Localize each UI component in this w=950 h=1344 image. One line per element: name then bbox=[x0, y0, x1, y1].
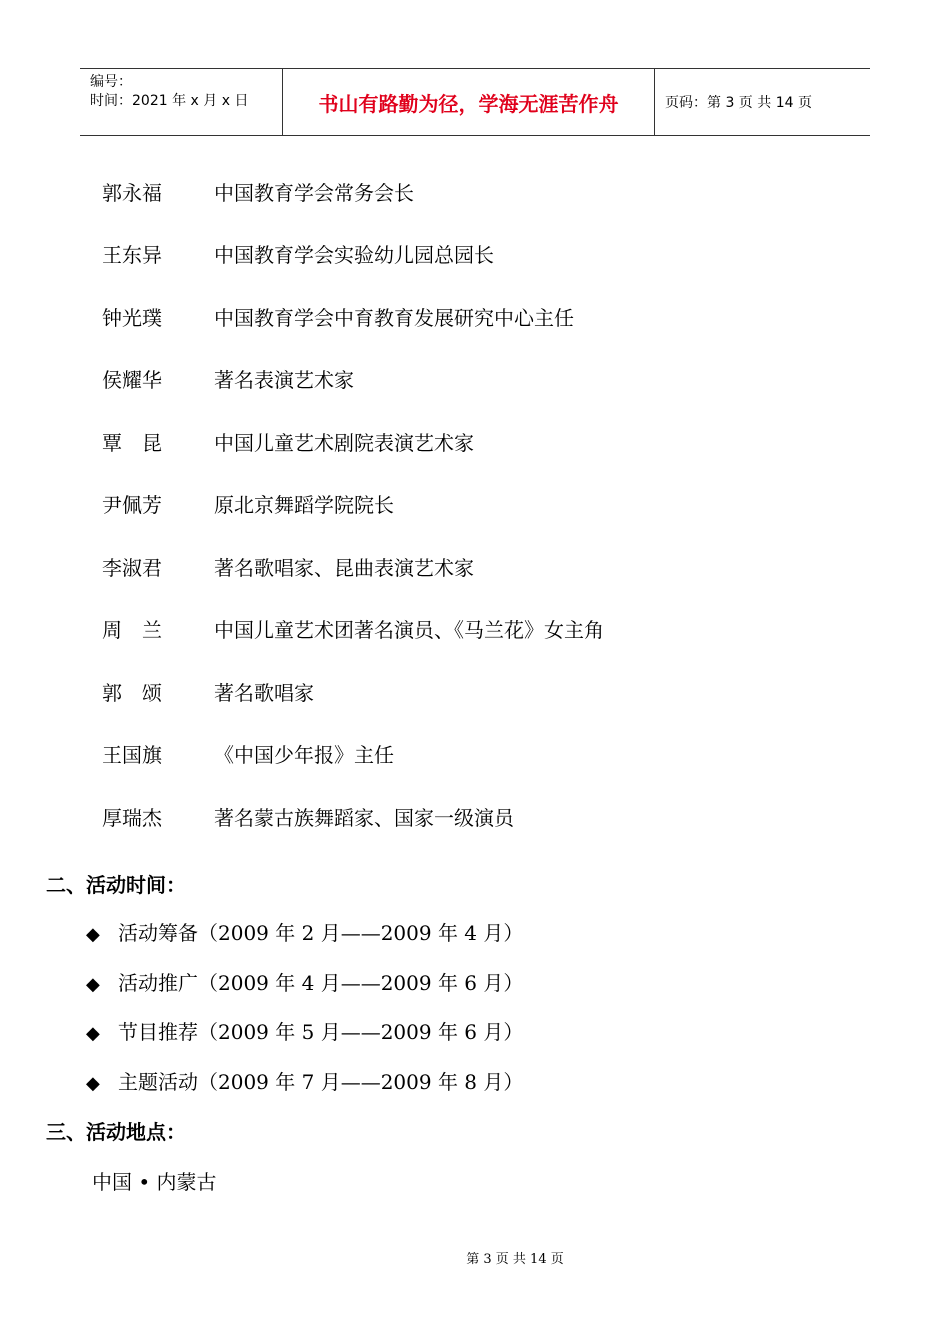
person-role: 著名歌唱家 bbox=[214, 681, 314, 705]
person-name: 覃 昆 bbox=[102, 431, 162, 455]
person-role: 中国教育学会常务会长 bbox=[214, 181, 414, 205]
person-name: 尹佩芳 bbox=[102, 493, 162, 517]
diamond-bullet-icon: ◆ bbox=[86, 924, 100, 945]
person-row bbox=[102, 243, 494, 267]
person-role: 中国教育学会实验幼儿园总园长 bbox=[214, 243, 494, 267]
section-title-place: 三、活动地点： bbox=[46, 1120, 186, 1144]
header-page-label: 页码：第 3 页 共 14 页 bbox=[665, 95, 812, 111]
list-item bbox=[86, 1066, 523, 1095]
person-row bbox=[102, 806, 514, 830]
person-role: 著名歌唱家、昆曲表演艺术家 bbox=[214, 556, 474, 580]
person-row bbox=[102, 306, 574, 330]
person-name: 钟光璞 bbox=[102, 306, 162, 330]
list-item-text: 主题活动（2009 年 7 月——2009 年 8 月） bbox=[118, 1070, 524, 1094]
person-role: 著名表演艺术家 bbox=[214, 368, 354, 392]
person-name: 王国旗 bbox=[102, 743, 162, 767]
list-item bbox=[86, 1016, 523, 1045]
page-header bbox=[80, 68, 870, 136]
person-row bbox=[102, 681, 314, 705]
page-footer: 第 3 页 共 14 页 bbox=[466, 1252, 564, 1267]
person-name: 王东异 bbox=[102, 243, 162, 267]
person-row bbox=[102, 368, 354, 392]
person-role: 中国儿童艺术团著名演员、《马兰花》女主角 bbox=[214, 618, 604, 642]
person-row bbox=[102, 493, 394, 517]
person-role: 原北京舞蹈学院院长 bbox=[214, 493, 394, 517]
person-row bbox=[102, 556, 474, 580]
person-name: 周 兰 bbox=[102, 618, 162, 642]
person-role: 中国教育学会中育教育发展研究中心主任 bbox=[214, 306, 574, 330]
diamond-bullet-icon: ◆ bbox=[86, 1023, 100, 1044]
list-item-text: 活动推广（2009 年 4 月——2009 年 6 月） bbox=[118, 971, 524, 995]
header-left-cell bbox=[80, 69, 282, 135]
person-name: 郭永福 bbox=[102, 181, 162, 205]
person-name: 郭 颂 bbox=[102, 681, 162, 705]
person-row bbox=[102, 743, 394, 767]
person-row bbox=[102, 431, 474, 455]
person-name: 侯耀华 bbox=[102, 368, 162, 392]
person-row bbox=[102, 181, 414, 205]
number-label: 编号： bbox=[90, 74, 132, 90]
place-text: 中国 • 内蒙古 bbox=[92, 1170, 217, 1194]
diamond-bullet-icon: ◆ bbox=[86, 1073, 100, 1094]
list-item-text: 活动筹备（2009 年 2 月——2009 年 4 月） bbox=[118, 921, 524, 945]
person-name: 李淑君 bbox=[102, 556, 162, 580]
person-role: 中国儿童艺术剧院表演艺术家 bbox=[214, 431, 474, 455]
list-item bbox=[86, 917, 523, 946]
header-motto: 书山有路勤为径，学海无涯苦作舟 bbox=[282, 69, 655, 135]
diamond-bullet-icon: ◆ bbox=[86, 974, 100, 995]
person-name: 厚瑞杰 bbox=[102, 806, 162, 830]
person-role: 《中国少年报》主任 bbox=[214, 743, 394, 767]
person-role: 著名蒙古族舞蹈家、国家一级演员 bbox=[214, 806, 514, 830]
list-item-text: 节目推荐（2009 年 5 月——2009 年 6 月） bbox=[118, 1020, 524, 1044]
person-row bbox=[102, 618, 604, 642]
time-label: 时间：2021 年 x 月 x 日 bbox=[90, 93, 249, 109]
section-title-time: 二、活动时间： bbox=[46, 873, 186, 897]
list-item bbox=[86, 967, 523, 996]
